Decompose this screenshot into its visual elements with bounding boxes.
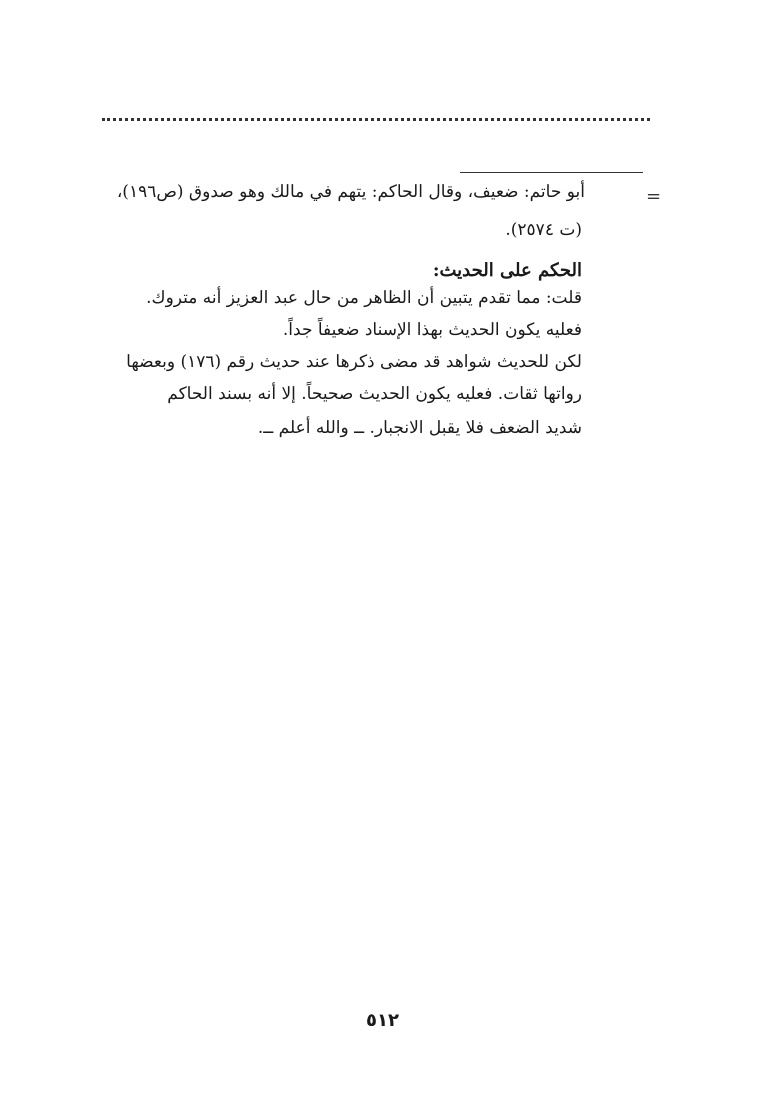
footnote-line: (ت ٢٥٧٤). [505, 220, 582, 240]
footnote-rule [460, 172, 643, 173]
page-number: ٥١٢ [366, 1010, 399, 1031]
body-line: لكن للحديث شواهد قد مضى ذكرها عند حديث رقم (١٧٦) وبعضها [126, 352, 582, 372]
dotted-separator [102, 108, 650, 121]
body-line: شديد الضعف فلا يقبل الانجبار. ــ والله أعلم ــ. [257, 418, 582, 438]
body-line: فعليه يكون الحديث بهذا الإسناد ضعيفاً جداً. [282, 320, 582, 340]
section-heading: الحكم على الحديث: [432, 260, 582, 281]
body-line: رواتها ثقات. فعليه يكون الحديث صحيحاً. إلا أنه بسند الحاكم [167, 384, 582, 404]
footnote-line: أبو حاتم: ضعيف، وقال الحاكم: يتهم في مالك وهو صدوق (ص١٩٦)، [116, 182, 585, 202]
continuation-mark: = [646, 186, 662, 207]
body-line: قلت: مما تقدم يتبين أن الظاهر من حال عبد العزيز أنه متروك. [146, 288, 582, 308]
